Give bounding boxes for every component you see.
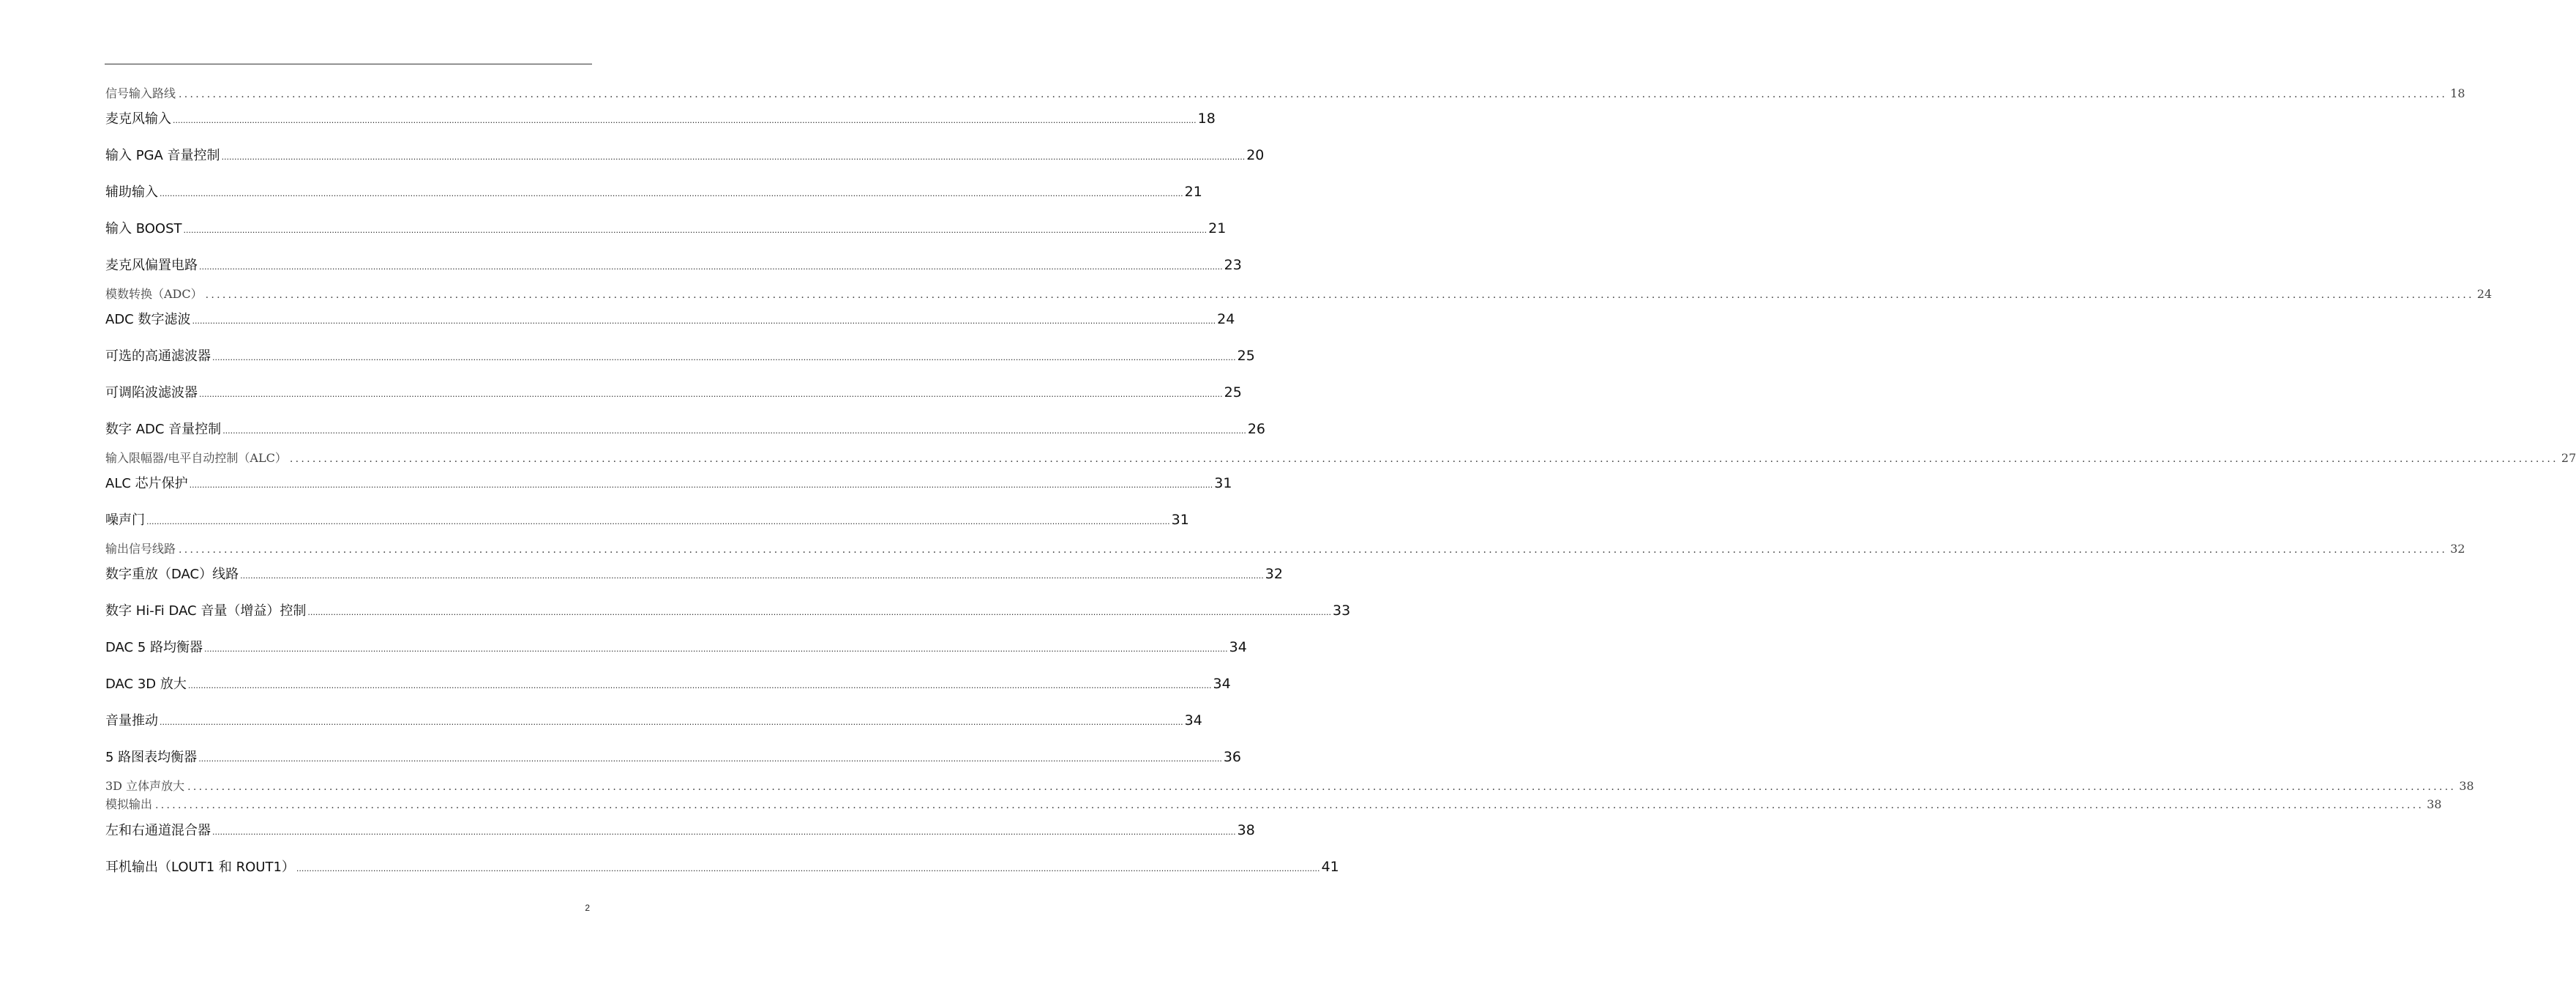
toc-entry[interactable]: [105, 473, 1232, 492]
toc-entry-page: 33: [1333, 603, 1351, 619]
toc-dot-leader: ................................................................................................................................................................................................................................................................................................................................................................................................................: [192, 316, 1216, 326]
toc-dot-leader: ................................................................................................................................................................................................................................................................................................................................................................................................................: [205, 289, 2474, 301]
toc-entry-label: 数字 ADC 音量控制: [105, 422, 222, 437]
toc-entry[interactable]: [105, 346, 1255, 365]
toc-entry[interactable]: [105, 747, 1242, 766]
toc-entry[interactable]: [105, 182, 1202, 201]
toc-entry-page: 21: [1184, 184, 1202, 200]
toc-entry-page: 34: [1229, 639, 1247, 655]
page-number: 2: [585, 903, 590, 913]
toc-entry-page: 25: [1237, 348, 1255, 364]
toc-entry-label: 音量推动: [105, 713, 158, 728]
toc-entry[interactable]: [105, 540, 2465, 556]
toc-entry-page: 31: [1171, 512, 1189, 528]
toc-dot-leader: ................................................................................................................................................................................................................................................................................................................................................................................................................: [307, 608, 1331, 617]
toc-dot-leader: ................................................................................................................................................................................................................................................................................................................................................................................................................: [199, 390, 1223, 399]
toc-entry-label: 可选的高通滤波器: [105, 348, 211, 364]
toc-entry[interactable]: [105, 382, 1242, 401]
toc-entry-page: 20: [1246, 147, 1265, 163]
toc-entry-page: 36: [1223, 749, 1242, 765]
toc-entry-label: 麦克风偏置电路: [105, 258, 198, 273]
toc-entry[interactable]: [105, 857, 1339, 876]
toc-entry[interactable]: [105, 255, 1242, 274]
toc-dot-leader: ................................................................................................................................................................................................................................................................................................................................................................................................................: [155, 800, 2425, 811]
toc-entry-label: 左和右通道混合器: [105, 823, 211, 838]
toc-entry[interactable]: [105, 674, 1231, 693]
toc-entry-label: 输入 BOOST: [105, 221, 182, 236]
toc-dot-leader: ................................................................................................................................................................................................................................................................................................................................................................................................................: [183, 225, 1208, 235]
toc-entry-label: 辅助输入: [105, 184, 158, 200]
toc-dot-leader: ................................................................................................................................................................................................................................................................................................................................................................................................................: [189, 480, 1213, 490]
toc-dot-leader: ................................................................................................................................................................................................................................................................................................................................................................................................................: [212, 827, 1236, 837]
toc-entry-page: 32: [1265, 566, 1283, 582]
toc-entry-page: 38: [1237, 822, 1255, 838]
toc-dot-leader: ................................................................................................................................................................................................................................................................................................................................................................................................................: [173, 116, 1197, 125]
toc-entry-label: ALC 芯片保护: [105, 476, 188, 491]
toc-dot-leader: ................................................................................................................................................................................................................................................................................................................................................................................................................: [221, 152, 1246, 162]
toc-entry[interactable]: [105, 795, 2442, 812]
toc-dot-leader: ................................................................................................................................................................................................................................................................................................................................................................................................................: [187, 681, 1212, 690]
toc-entry[interactable]: [105, 419, 1266, 438]
toc-entry-page: 32: [2450, 542, 2465, 556]
toc-entry-label: 数字重放（DAC）线路: [105, 567, 239, 582]
toc-dot-leader: ................................................................................................................................................................................................................................................................................................................................................................................................................: [179, 89, 2448, 100]
toc-entry[interactable]: [105, 820, 1255, 839]
toc-entry-page: 23: [1224, 257, 1242, 273]
toc-entry-page: 18: [2450, 86, 2465, 100]
toc-entry-page: 34: [1213, 676, 1231, 692]
toc-entry-label: 信号输入路线: [105, 86, 176, 100]
toc-entry-label: 输入限幅器/电平自动控制（ALC）: [105, 451, 287, 465]
toc-entry[interactable]: [105, 510, 1189, 529]
toc-dot-leader: ................................................................................................................................................................................................................................................................................................................................................................................................................: [199, 262, 1223, 272]
toc-entry-page: 21: [1208, 220, 1227, 236]
toc-dot-leader: ................................................................................................................................................................................................................................................................................................................................................................................................................: [296, 864, 1320, 873]
toc-entry-label: DAC 5 路均衡器: [105, 640, 203, 655]
toc-entry-label: 输入 PGA 音量控制: [105, 148, 220, 163]
toc-entry-label: 可调陷波滤波器: [105, 385, 198, 400]
toc-entry-page: 31: [1214, 475, 1232, 491]
toc-entry[interactable]: [105, 108, 1216, 127]
toc-entry-page: 38: [2427, 797, 2442, 811]
toc-entry-page: 41: [1321, 859, 1339, 875]
toc-entry-page: 24: [2476, 287, 2493, 301]
toc-dot-leader: ................................................................................................................................................................................................................................................................................................................................................................................................................: [240, 571, 1264, 581]
toc-entry-page: 24: [1217, 311, 1235, 327]
toc-entry[interactable]: [105, 710, 1202, 729]
toc-entry-label: ADC 数字滤波: [105, 312, 191, 327]
toc-entry-label: 输出信号线路: [105, 542, 176, 556]
toc-entry-page: 26: [1247, 421, 1266, 437]
toc-entry-page: 25: [1224, 384, 1242, 400]
toc-entry[interactable]: [105, 600, 1351, 619]
toc-entry-label: 噪声门: [105, 512, 145, 528]
toc-entry-label: 麦克风输入: [105, 111, 171, 127]
toc-dot-leader: ................................................................................................................................................................................................................................................................................................................................................................................................................: [204, 644, 1228, 654]
toc-dot-leader: ................................................................................................................................................................................................................................................................................................................................................................................................................: [289, 453, 2558, 465]
toc-dot-leader: ................................................................................................................................................................................................................................................................................................................................................................................................................: [160, 189, 1183, 198]
toc-entry-label: 耳机输出（LOUT1 和 ROUT1）: [105, 860, 295, 875]
toc-entry-label: DAC 3D 放大: [105, 676, 187, 692]
toc-entry[interactable]: [105, 777, 2474, 794]
toc-entry[interactable]: [105, 218, 1227, 237]
toc-dot-leader: ................................................................................................................................................................................................................................................................................................................................................................................................................: [160, 718, 1183, 727]
toc-entry[interactable]: [105, 84, 2465, 101]
toc-dot-leader: ................................................................................................................................................................................................................................................................................................................................................................................................................: [146, 517, 1170, 526]
toc-dot-leader: ................................................................................................................................................................................................................................................................................................................................................................................................................: [198, 754, 1222, 764]
toc-dot-leader: ................................................................................................................................................................................................................................................................................................................................................................................................................: [179, 544, 2448, 556]
toc-entry[interactable]: [105, 637, 1247, 656]
toc-dot-leader: ................................................................................................................................................................................................................................................................................................................................................................................................................: [187, 781, 2457, 793]
toc-entry-label: 模数转换（ADC）: [105, 287, 203, 301]
toc-entry-page: 34: [1184, 712, 1202, 728]
toc-entry[interactable]: [105, 449, 2576, 466]
toc-entry[interactable]: [105, 564, 1283, 583]
toc-entry-label: 数字 Hi-Fi DAC 音量（增益）控制: [105, 603, 307, 619]
toc-entry[interactable]: [105, 309, 1235, 328]
toc-dot-leader: ................................................................................................................................................................................................................................................................................................................................................................................................................: [212, 353, 1236, 362]
toc-entry-label: 模拟输出: [105, 797, 153, 811]
toc-entry[interactable]: [105, 145, 1265, 164]
toc-entry-page: 38: [2459, 779, 2474, 793]
toc-dot-leader: ................................................................................................................................................................................................................................................................................................................................................................................................................: [222, 426, 1246, 436]
toc-entry-page: 27: [2561, 451, 2576, 465]
toc-entry[interactable]: [105, 285, 2493, 302]
toc-entry-page: 18: [1197, 111, 1216, 127]
toc-entry-label: 3D 立体声放大: [105, 779, 185, 793]
toc-entry-label: 5 路图表均衡器: [105, 750, 198, 765]
